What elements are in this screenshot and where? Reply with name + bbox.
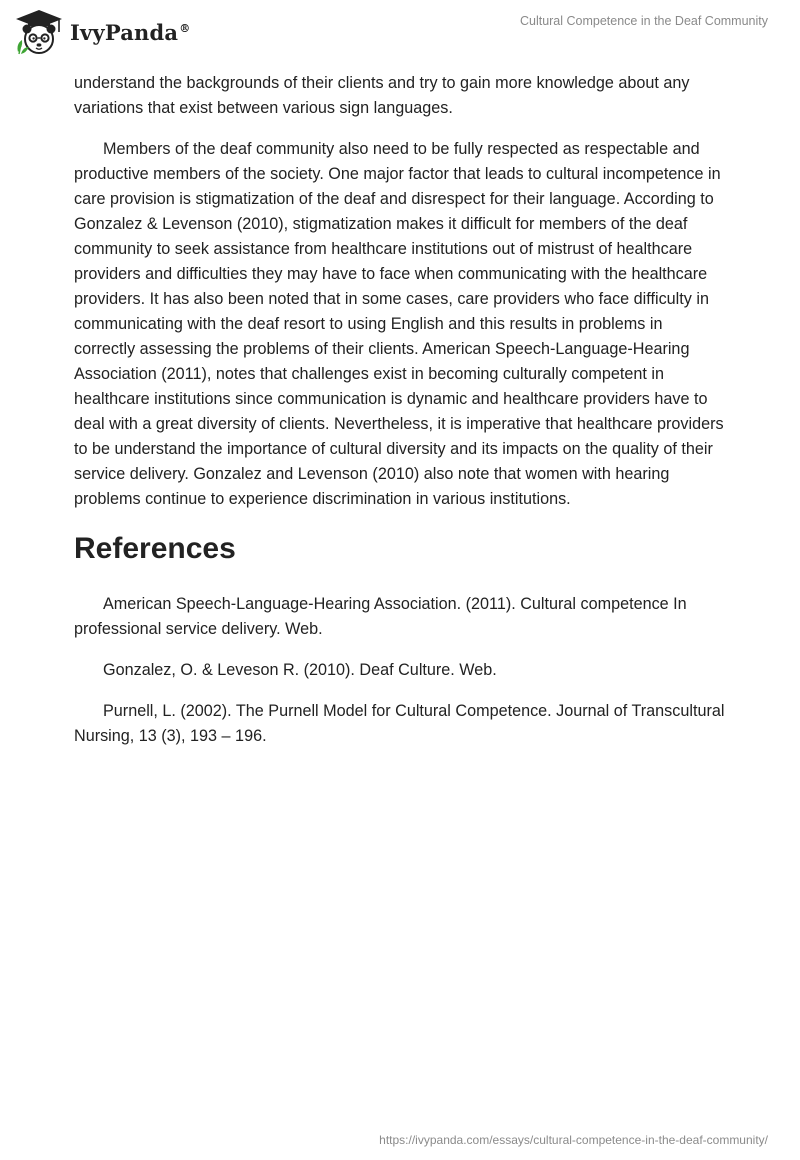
references-heading: References [74,532,236,565]
ivypanda-logo[interactable] [14,8,190,56]
body-paragraph: Members of the deaf community also need to be fully respected as respectable and productive members of the society. One major factor that leads to cultural incompetence in care provision is stigmatization of the deaf and disrespect for their language. According to Gonzalez & Levenson (2010), stigmatization makes it difficult for members of the deaf community to seek assistance from healthcare institutions out of mistrust of healthcare providers and difficulties they may have to face when communicating with the healthcare providers. It has also been noted that in some cases, care providers who face difficulty in communicating with the deaf resort to using English and this results in problems in correctly assessing the problems of their clients. American Speech-Language-Hearing Association (2011), notes that challenges exist in becoming culturally competent in healthcare institutions since communication is dynamic and healthcare providers have to deal with a great diversity of clients. Nevertheless, it is imperative that healthcare providers to be understand the importance of cultural diversity and its impacts on the quality of their service delivery. Gonzalez and Levenson (2010) also note that women with hearing problems continue to experience discrimination in various institutions. [74,140,724,508]
source-url[interactable]: https://ivypanda.com/essays/cultural-competence-in-the-deaf-community/ [379,1133,768,1147]
panda-graduate-icon [14,8,64,56]
document-title: Cultural Competence in the Deaf Community [519,14,768,28]
body-paragraph: understand the backgrounds of their clients and try to gain more knowledge about any variations that exist between various sign languages. [74,74,690,117]
reference-item: American Speech-Language-Hearing Association. (2011). Cultural competence In professional service delivery. Web. [74,595,687,638]
reference-item: Gonzalez, O. & Leveson R. (2010). Deaf Culture. Web. [103,661,497,679]
page-header [0,0,800,70]
reference-item: Purnell, L. (2002). The Purnell Model for Cultural Competence. Journal of Transcultural​Nursing, 13 (3), 193 – 196. [74,702,725,745]
essay-content [74,71,728,765]
logo-wordmark: IvyPanda® [70,19,191,45]
